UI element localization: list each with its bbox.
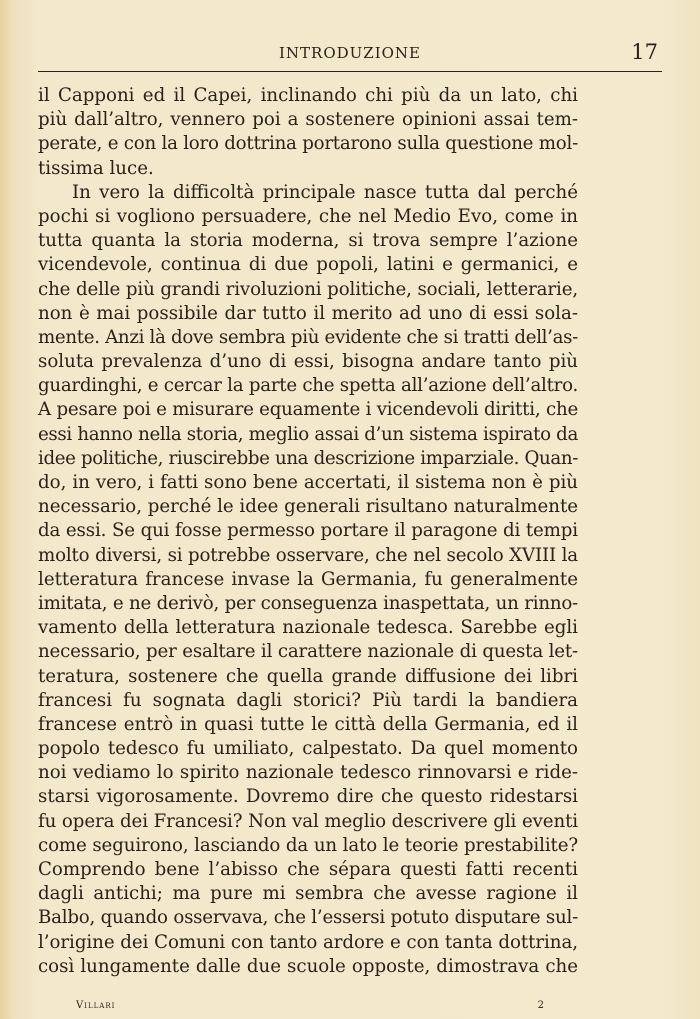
text-line: il Capponi ed il Capei, inclinando chi più da un lato, chi — [38, 85, 578, 106]
page-number: 17 — [631, 40, 658, 64]
text-line: molto diversi, si potrebbe osservare, che nel secolo XVIII la — [38, 544, 578, 566]
text-line: l’origine dei Comuni con tanto ardore e con tanta dottrina, — [38, 931, 578, 953]
text-line: pochi si vogliono persuadere, che nel Medio Evo, come in — [38, 205, 578, 227]
text-line: letteratura francese invase la Germania, fu generalmente — [38, 568, 578, 590]
text-line: così lungamente dalle due scuole opposte, dimostrava che — [38, 955, 578, 977]
text-line: A pesare poi e misurare equamente i vicendevoli diritti, che — [38, 399, 578, 421]
printer-signature: Villari — [76, 1000, 116, 1011]
text-line: popolo tedesco fu umiliato, calpestato. Da quel momento — [38, 738, 578, 760]
text-line: non è mai possibile dar tutto il merito ad uno di essi sola- — [38, 302, 578, 324]
text-line: noi vediamo lo spirito nazionale tedesco rinnovarsi e ride- — [38, 762, 578, 784]
text-line: soluta prevalenza d’uno di essi, bisogna andare tanto più — [38, 351, 578, 373]
text-line: perate, e con la loro dottrina portarono sulla questione mol- — [38, 133, 578, 155]
text-line: francesi fu sognata dagli storici? Più tardi la bandiera — [38, 689, 578, 711]
sheet-number: 2 — [537, 1000, 544, 1011]
text-line: imitata, e ne derivò, per conseguenza inaspettata, un rinno- — [38, 592, 578, 614]
page-header — [38, 40, 662, 70]
text-line: essi hanno nella storia, meglio assai d’un sistema ispirato da — [38, 423, 578, 445]
text-line: In vero la difficoltà principale nasce tutta dal perché — [72, 181, 578, 203]
text-line: teratura, sostenere che quella grande diffusione dei libri — [38, 665, 578, 687]
text-line: fu opera dei Francesi? Non val meglio descrivere gli eventi — [38, 810, 578, 832]
text-line: Balbo, quando osservava, che l’essersi potuto disputare sul- — [38, 907, 578, 929]
text-line: che delle più grandi rivoluzioni politiche, sociali, letterarie, — [38, 278, 578, 300]
text-line: dagli antichi; ma pure mi sembra che avesse ragione il — [38, 883, 578, 905]
text-line: vicendevole, continua di due popoli, latini e germanici, e — [38, 254, 578, 276]
text-line: più dall’altro, vennero poi a sostenere opinioni assai tem- — [38, 109, 578, 131]
text-line: do, in vero, i fatti sono bene accertati, il sistema non è più — [38, 472, 578, 493]
text-line: necessario, per esaltare il carattere nazionale di questa let- — [38, 641, 578, 663]
text-line: idee politiche, riuscirebbe una descrizione imparziale. Quan- — [38, 447, 578, 469]
page-footer — [38, 1000, 662, 1016]
text-line: tutta quanta la storia moderna, si trova sempre l’azione — [38, 230, 578, 252]
text-line: come seguirono, lasciando da un lato le teorie prestabilite? — [38, 834, 578, 856]
text-line: vamento della letteratura nazionale tedesca. Sarebbe egli — [38, 617, 578, 639]
text-line: Comprendo bene l’abisso che sépara questi fatti recenti — [38, 859, 578, 880]
running-title: INTRODUZIONE — [278, 44, 422, 62]
text-line: tissima luce. — [38, 157, 154, 179]
text-line: guardinghi, e cercar la parte che spetta all’azione dell’altro. — [38, 375, 578, 397]
body-text — [38, 84, 578, 979]
header-rule — [38, 71, 662, 72]
text-line: da essi. Se qui fosse permesso portare il paragone di tempi — [38, 520, 578, 542]
text-line: necessario, perché le idee generali risultano naturalmente — [38, 496, 578, 518]
text-line: starsi vigorosamente. Dovremo dire che questo ridestarsi — [38, 786, 578, 808]
text-line: francese entrò in quasi tutte le città della Germania, ed il — [38, 713, 578, 735]
text-line: mente. Anzi là dove sembra più evidente che si tratti dell’as- — [38, 326, 578, 348]
